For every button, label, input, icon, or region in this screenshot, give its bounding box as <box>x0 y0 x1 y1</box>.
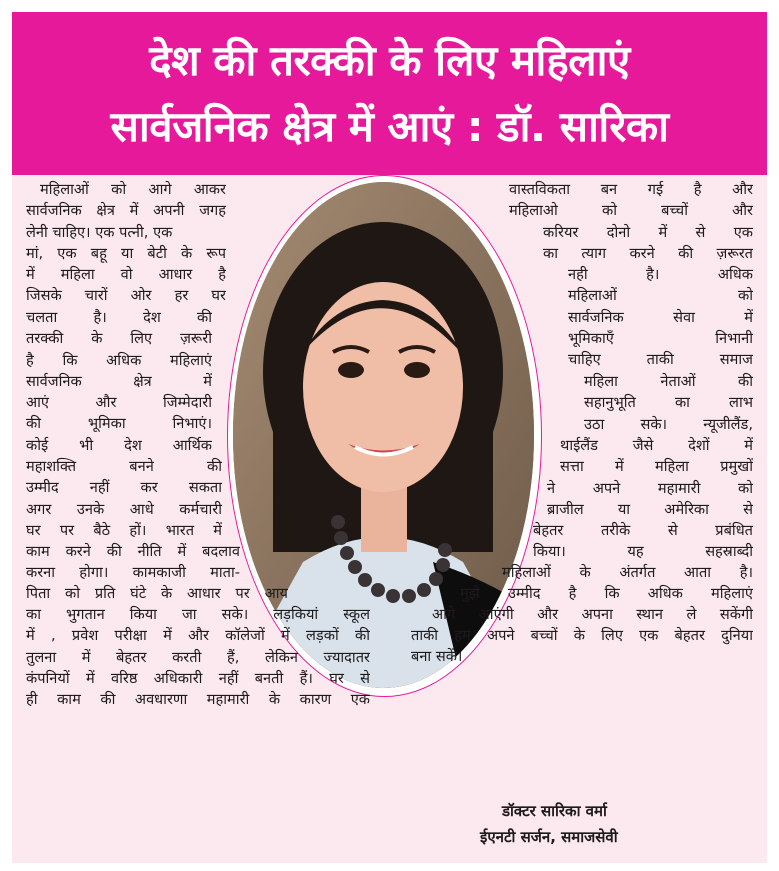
left-column-top <box>26 179 226 307</box>
text-line: सार्वजनिक सेवा में <box>568 308 753 326</box>
text-line: करियर दोनो में से एक <box>543 224 753 241</box>
text-line: उम्मीद नहीं कर सकता <box>26 479 222 497</box>
text-line: चाहिए ताकी समाज <box>568 351 753 369</box>
text-line: लेनी चाहिए। एक पत्नी, एक <box>26 223 173 241</box>
right-column-r1 <box>543 222 753 265</box>
left-column-wide-1 <box>26 583 288 604</box>
text-line: काम करने की नीति में बदलाव <box>26 543 240 560</box>
text-line: ही काम की अवधारणा महामारी के कारण एक <box>26 691 370 709</box>
text-line: है कि अधिक महिलाएं <box>26 351 212 369</box>
text-line: महिलाओं को <box>568 287 753 305</box>
headline-line-2: सार्वजनिक क्षेत्र में आएं : डॉ. सारिका <box>110 101 669 151</box>
right-column-r7 <box>502 562 753 583</box>
text-line: का त्याग करने की ज़रूरत <box>543 245 753 263</box>
text-line: में , प्रवेश परीक्षा में और कॉलेजों में लड़कों की <box>26 627 370 645</box>
right-column-r4 <box>560 435 753 478</box>
left-column-bottom <box>26 541 240 584</box>
text-line: अगर उनके आधे कर्मचारी <box>26 500 222 518</box>
text-line: नही है। अधिक <box>568 266 753 283</box>
signature-title: ईएनटी सर्जन, समाजसेवी <box>480 828 618 846</box>
left-column-lower <box>26 456 222 541</box>
text-line: सहानुभूति का लाभ <box>584 394 753 412</box>
text-line: तुलना में बेहतर करती हैं, लेकिन ज्यादातर <box>26 648 370 666</box>
headline-line-1: देश की तरक्की के लिए महिलाएं <box>149 35 630 85</box>
text-line: ताकी हम अपने बच्चों के लिए एक बेहतर दुनिया <box>411 627 753 644</box>
text-line: तरक्की के लिए ज़रूरी <box>26 330 212 348</box>
text-line: घर पर बैठे हों। भारत में <box>26 521 222 539</box>
text-line: भूमिकाएँ निभानी <box>568 329 753 347</box>
text-line: बना सकें। <box>411 648 463 666</box>
text-line: पिता को प्रति घंटे के आधार पर आय <box>26 585 288 602</box>
right-column-r5 <box>547 478 753 521</box>
text-line: किया। यह सहस्राब्दी <box>533 543 753 561</box>
text-line: महिलाओं के अंतर्गत आता है। <box>502 564 753 581</box>
right-column-r8 <box>460 583 753 604</box>
text-line: बेहतर तरीके से प्रबंधित <box>533 522 753 539</box>
text-line: ब्राजील या अमेरिका से <box>547 501 753 519</box>
text-line: थाईलैंड जैसे देशों में <box>560 437 753 454</box>
text-line: का भुगतान किया जा सके। लड़कियां स्कूल <box>26 606 370 623</box>
text-line: ने अपने महामारी को <box>547 480 753 497</box>
text-line: मां, एक बहू या बेटी के रूप <box>26 244 226 262</box>
left-column-mid <box>26 307 212 456</box>
text-line: जिसके चारों ओर हर घर <box>26 287 226 305</box>
newspaper-clipping <box>12 12 767 863</box>
right-column-r10 <box>411 625 753 668</box>
text-line: चलता है। देश की <box>26 309 212 326</box>
text-line: महिलाओं को आगे आकर <box>40 181 226 198</box>
headline-banner <box>12 12 767 175</box>
left-column-wide-2 <box>26 604 370 710</box>
text-line: सार्वजनिक क्षेत्र में <box>26 372 212 390</box>
right-column-r3 <box>584 371 753 435</box>
signature-name: डॉक्टर सारिका वर्मा <box>502 802 607 820</box>
right-column-r9 <box>432 604 753 625</box>
right-column-r6 <box>533 520 753 563</box>
text-line: में महिला वो आधार है <box>26 266 226 284</box>
text-line: महिलाओ को बच्चों और <box>509 202 753 220</box>
text-line: करना होगा। कामकाजी माता- <box>26 564 240 582</box>
right-column-r2 <box>568 264 753 370</box>
text-line: सत्ता में महिला प्रमुखों <box>560 458 753 476</box>
text-line: कंपनियों में वरिष्ठ अधिकारी नहीं बनती हैं। घर से <box>26 669 370 687</box>
right-column-top <box>509 179 753 222</box>
text-line: महाशक्ति बनने की <box>26 458 222 475</box>
text-line: आएं और जिम्मेदारी <box>26 394 212 412</box>
text-line: उठा सके। न्यूजीलैंड, <box>584 415 753 433</box>
text-line: वास्तविकता बन गई है और <box>509 181 753 198</box>
text-line: आगे आएंगी और अपना स्थान ले सकेंगी <box>432 606 753 623</box>
text-line: कोई भी देश आर्थिक <box>26 436 212 454</box>
text-line: की भूमिका निभाएं। <box>26 415 212 433</box>
text-line: महिला नेताओं की <box>584 373 753 390</box>
text-line: मुझे उम्मीद है कि अधिक महिलाएं <box>460 585 753 602</box>
text-line: सार्वजनिक क्षेत्र में अपनी जगह <box>26 202 226 220</box>
